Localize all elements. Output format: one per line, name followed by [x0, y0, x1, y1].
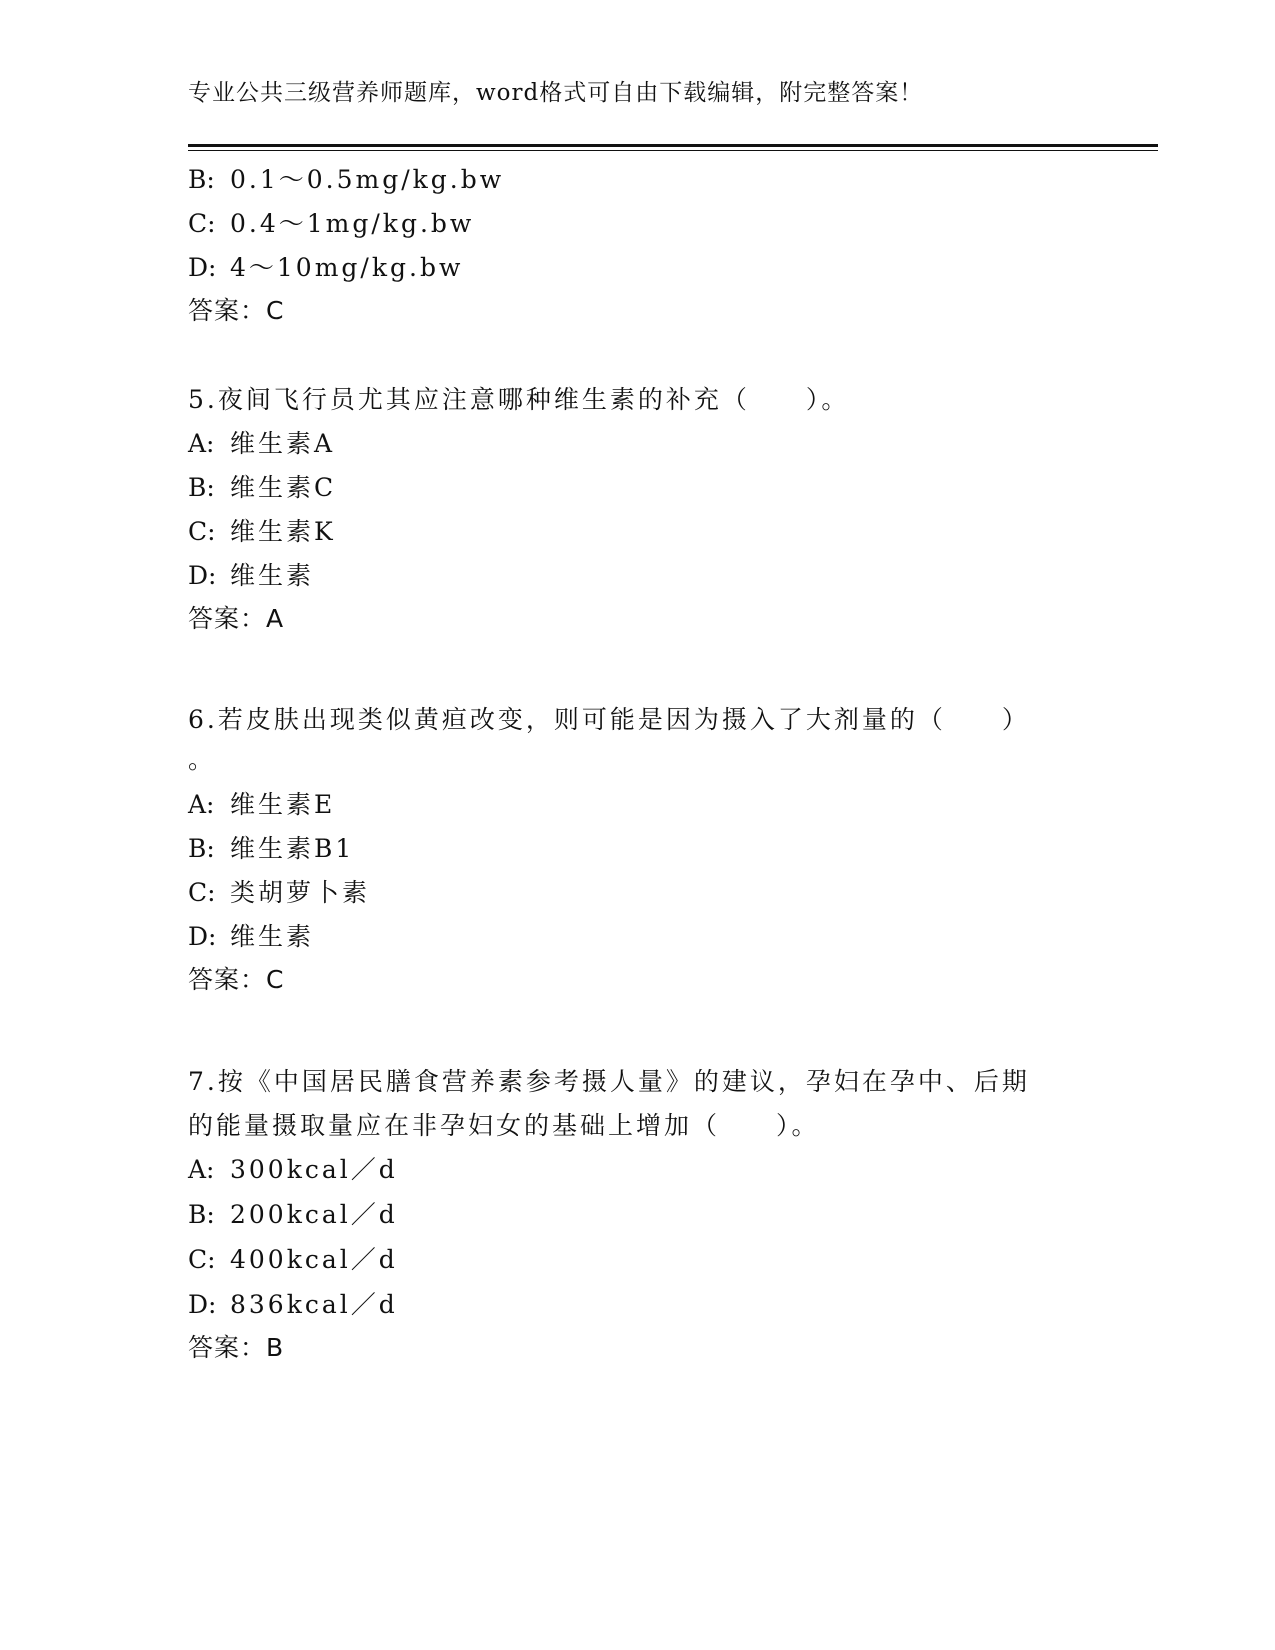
q4-option-d [188, 248, 463, 284]
option-text: 836kcal／d [230, 1290, 398, 1319]
q6-stem-line-2: 。 [188, 745, 217, 774]
page-header: 专业公共三级营养师题库，word格式可自由下载编辑，附完整答案！ [188, 80, 924, 106]
option-text: 0.4～1mg/kg.bw [230, 209, 475, 238]
q5-stem: 5.夜间飞行员尤其应注意哪种维生素的补充（ ）。 [188, 385, 850, 414]
header-rule-thick [188, 144, 1158, 147]
q6-answer: 答案：C [188, 965, 285, 994]
q4-option-b [188, 160, 504, 196]
q6-option-c [188, 873, 370, 909]
q5-option-d [188, 556, 314, 592]
option-letter: A: [188, 790, 215, 819]
option-text: 维生素 [230, 561, 315, 590]
option-text: 维生素K [230, 517, 336, 546]
option-text: 类胡萝卜素 [230, 878, 371, 907]
option-text: 4～10mg/kg.bw [230, 253, 464, 282]
option-letter: D: [188, 561, 217, 590]
option-text: 0.1～0.5mg/kg.bw [230, 165, 505, 194]
q7-stem-line-2: 的能量摄取量应在非孕妇女的基础上增加（ ）。 [188, 1111, 820, 1140]
option-letter: D: [188, 922, 217, 951]
q5-option-c [188, 512, 336, 548]
option-text: 维生素 [230, 922, 315, 951]
header-rule-thin [188, 150, 1158, 151]
option-letter: C: [188, 517, 216, 546]
option-letter: C: [188, 209, 216, 238]
option-letter: D: [188, 1290, 217, 1319]
q7-option-c [188, 1240, 398, 1276]
q5-option-a [188, 424, 335, 460]
option-letter: B: [188, 1200, 215, 1229]
q7-option-b [188, 1195, 398, 1231]
option-text: 200kcal／d [230, 1200, 398, 1229]
option-letter: A: [188, 1155, 215, 1184]
q7-stem-line-1: 7.按《中国居民膳食营养素参考摄人量》的建议，孕妇在孕中、后期 [188, 1067, 1030, 1096]
option-text: 维生素A [230, 429, 336, 458]
option-text: 维生素C [230, 473, 337, 502]
option-text: 维生素E [230, 790, 336, 819]
option-letter: C: [188, 1245, 216, 1274]
option-letter: B: [188, 165, 215, 194]
q7-option-d [188, 1285, 398, 1321]
q4-answer: 答案：C [188, 296, 285, 325]
q4-option-c [188, 204, 474, 240]
option-text: 400kcal／d [230, 1245, 398, 1274]
option-letter: A: [188, 429, 215, 458]
option-text: 300kcal／d [230, 1155, 398, 1184]
q7-answer: 答案：B [188, 1333, 285, 1362]
q7-option-a [188, 1150, 398, 1186]
option-letter: C: [188, 878, 216, 907]
q6-option-b [188, 829, 354, 865]
q6-stem-line-1: 6.若皮肤出现类似黄疸改变，则可能是因为摄入了大剂量的（ ） [188, 705, 1030, 734]
option-letter: B: [188, 834, 215, 863]
q6-option-a [188, 785, 335, 821]
option-letter: D: [188, 253, 217, 282]
q5-option-b [188, 468, 336, 504]
q6-option-d [188, 917, 314, 953]
option-letter: B: [188, 473, 215, 502]
option-text: 维生素B1 [230, 834, 355, 863]
q5-answer: 答案：A [188, 604, 285, 633]
